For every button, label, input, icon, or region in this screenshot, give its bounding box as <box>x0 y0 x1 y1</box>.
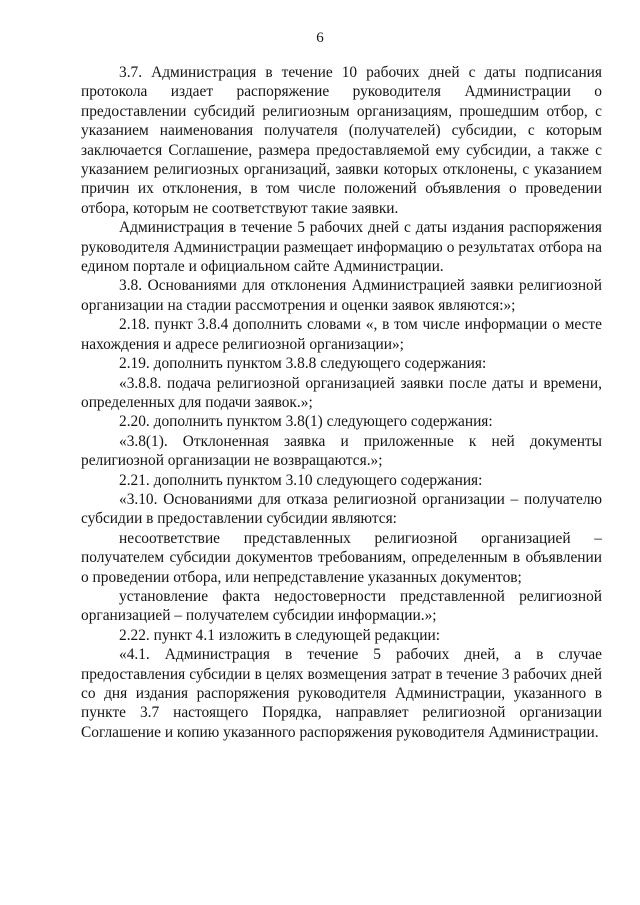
paragraph-3-7: 3.7. Администрация в течение 10 рабочих дней с даты подписания протокола издает распоряжение руководителя Администрации о предоставлении субсидий религиозным организациям, прошедшим отбор, с указанием наименования получателя (получателей) субсидии, с которым заключается Соглашение, размера предоставляемой ему субсидии, а также с указанием религиозных организаций, заявки которых отклонены, с указанием причин их отклонения, в том числе положений объявления о проведении отбора, которым не соответствуют такие заявки. <box>81 64 602 217</box>
paragraph-3-8: 3.8. Основаниями для отклонения Администрацией заявки религиозной организации на стадии рассмотрения и оценки заявок являются:»; <box>81 277 602 314</box>
paragraph-3-10: «3.10. Основаниями для отказа религиозной организации – получателю субсидии в предоставлении субсидии являются: <box>81 490 602 528</box>
paragraph-2-18: 2.18. пункт 3.8.4 дополнить словами «, в том числе информации о месте нахождения и адресе религиозной организации»; <box>81 316 602 353</box>
paragraph-inaccuracy: установление факта недостоверности представленной религиозной организацией – получателем субсидии информации.»; <box>81 587 602 625</box>
paragraph-nonconformity: несоответствие представленных религиозной организацией – получателем субсидии документов требованиям, определенным в объявлении о проведении отбора, или непредставление указанных документов; <box>81 529 602 586</box>
paragraph-2-21: 2.21. дополнить пунктом 3.10 следующего содержания: <box>119 471 483 489</box>
paragraph-2-22: 2.22. пункт 4.1 изложить в следующей редакции: <box>119 626 440 644</box>
page-number: 6 <box>316 30 324 46</box>
document-body <box>81 63 602 742</box>
paragraph-administration-publishes: Администрация в течение 5 рабочих дней с даты издания распоряжения руководителя Администрации размещает информацию о результатах отбора на едином портале и официальном сайте Администрации. <box>81 219 602 276</box>
paragraph-4-1: «4.1. Администрация в течение 5 рабочих дней, а в случае предоставления субсидии в целях возмещения затрат в течение 3 рабочих дней со дня издания распоряжения руководителя Администрации, указанного в пункте 3.7 настоящего Порядка, направляет религиозной организации Соглашение и копию указанного распоряжения руководителя Администрации. <box>81 646 602 741</box>
paragraph-2-20: 2.20. дополнить пунктом 3.8(1) следующего содержания: <box>119 413 493 431</box>
paragraph-2-19: 2.19. дополнить пунктом 3.8.8 следующего содержания: <box>119 355 487 373</box>
paragraph-3-8-8: «3.8.8. подача религиозной организацией заявки после даты и времени, определенных для подачи заявок.»; <box>81 374 602 411</box>
paragraph-3-8-1: «3.8(1). Отклоненная заявка и приложенные к ней документы религиозной организации не возвращаются.»; <box>81 432 602 470</box>
